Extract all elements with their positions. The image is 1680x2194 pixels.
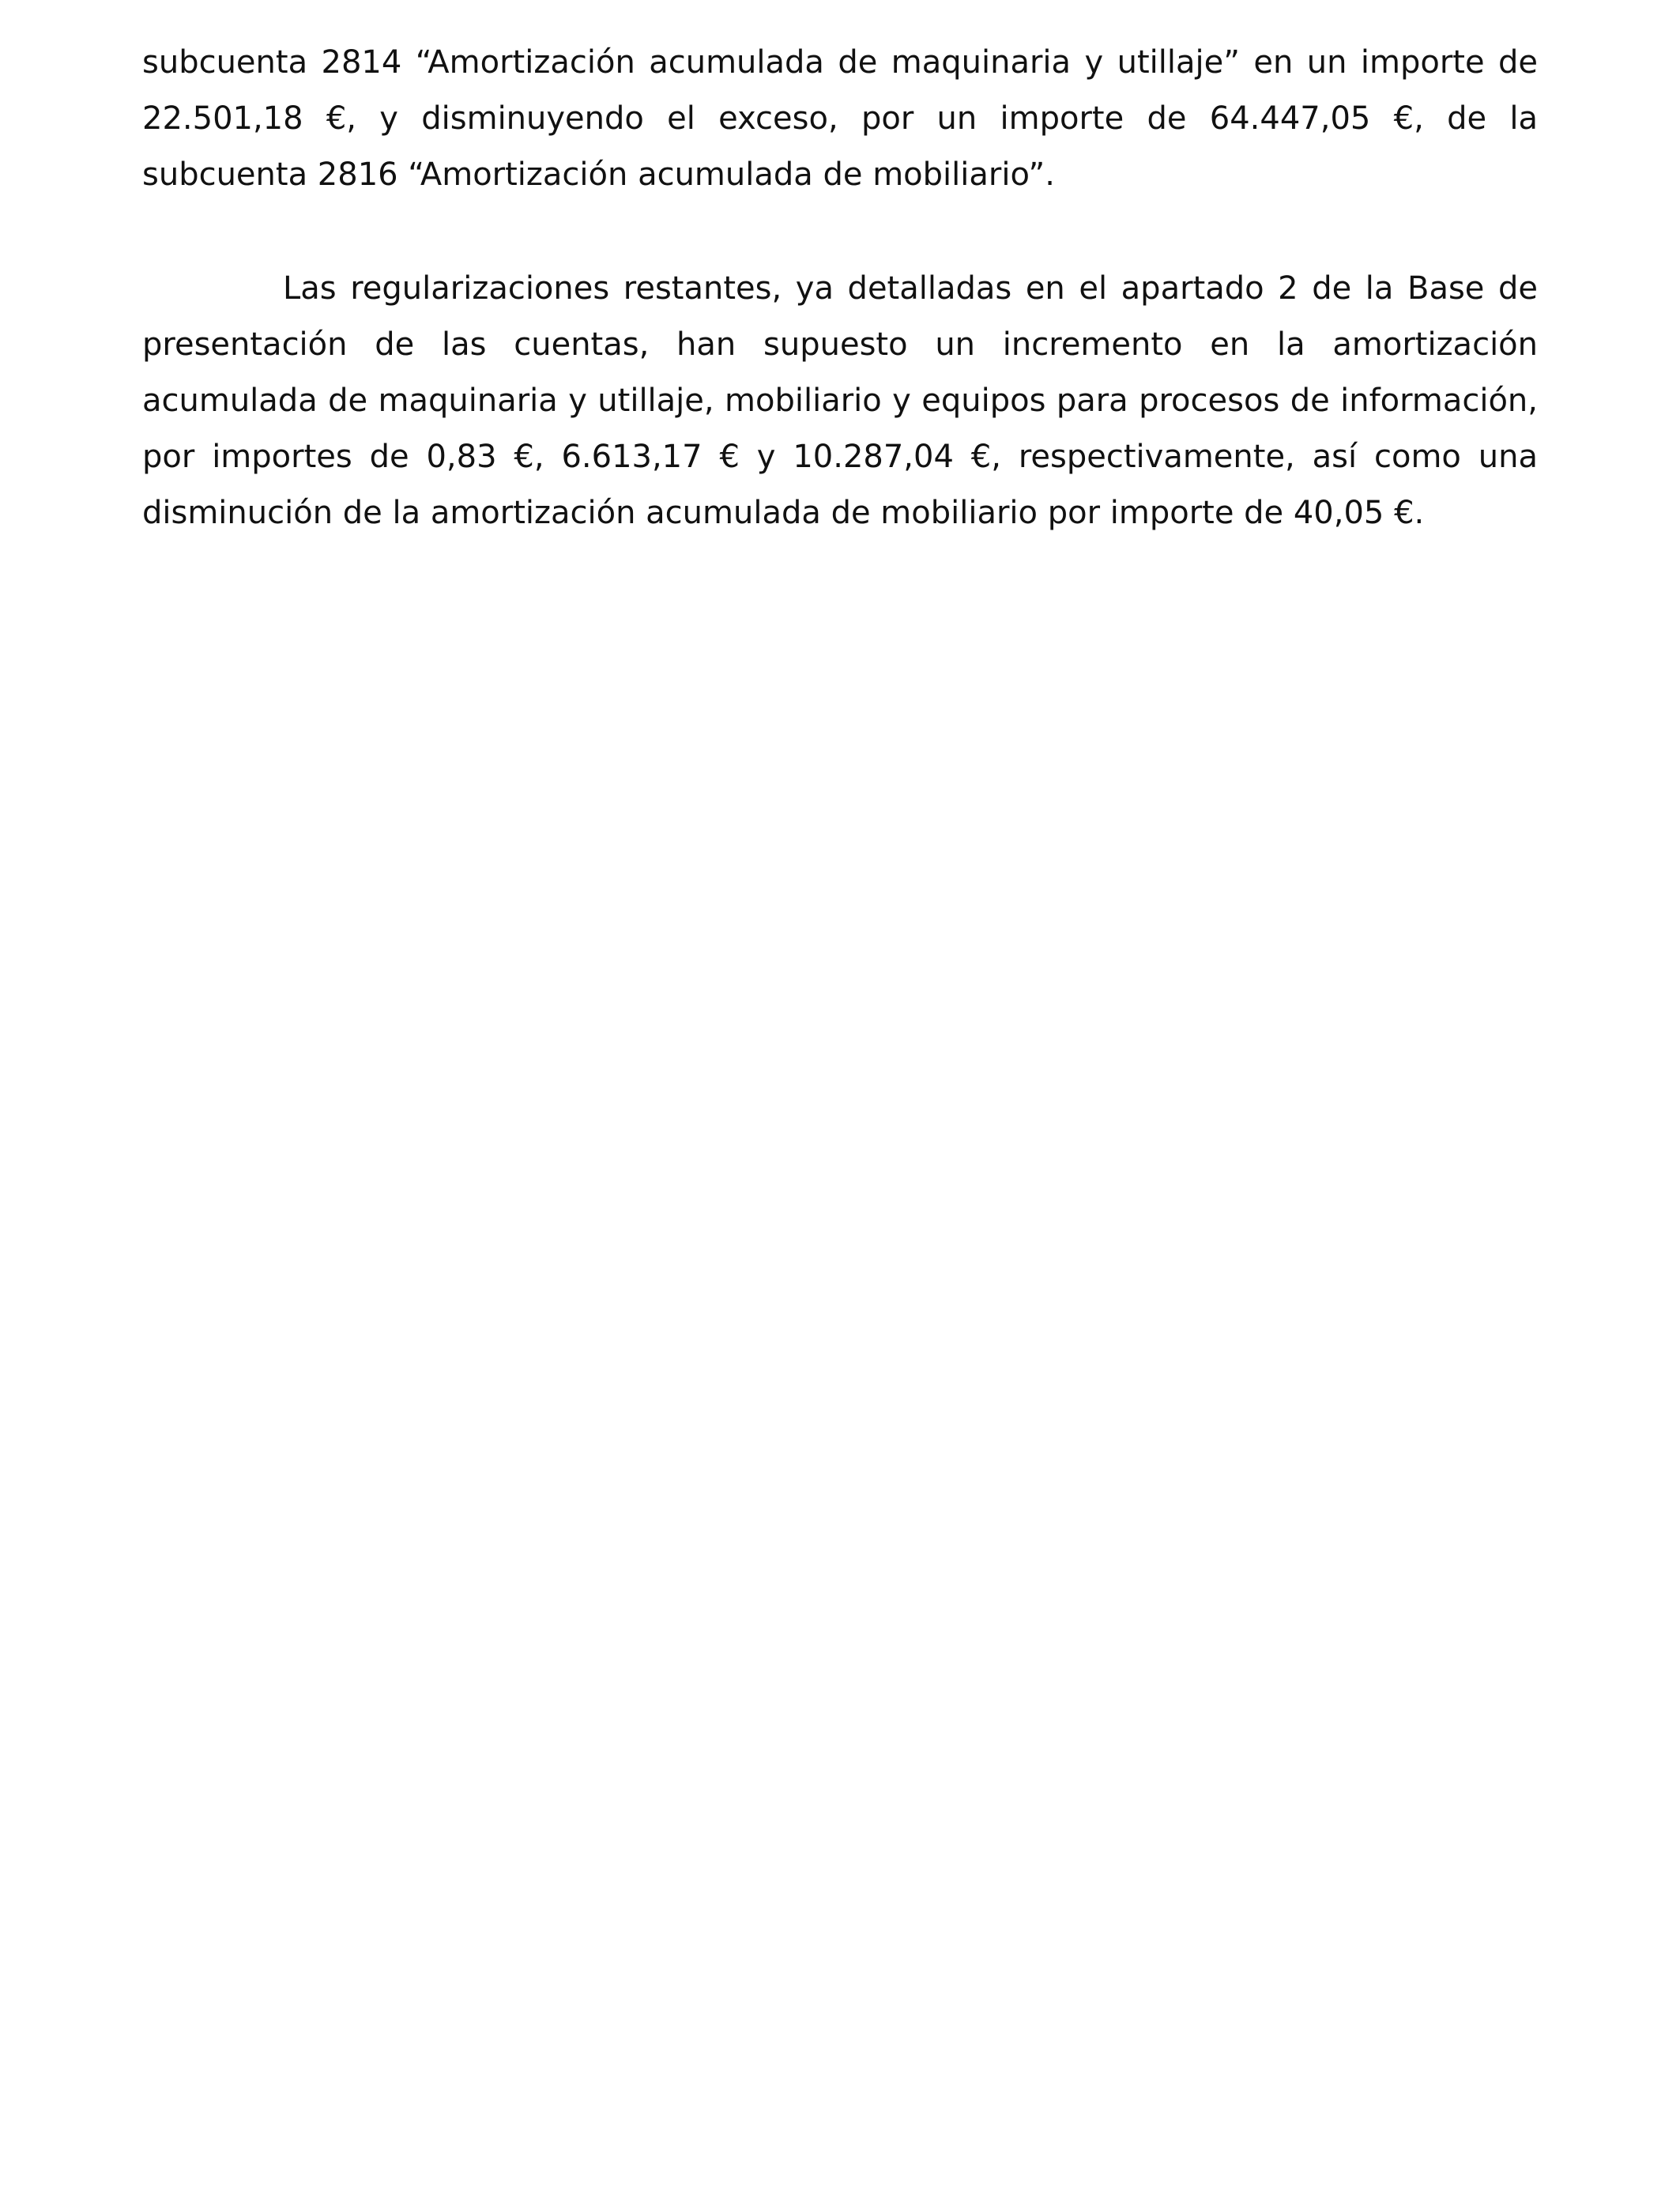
paragraph-remaining-regularizations: Las regularizaciones restantes, ya detalladas en el apartado 2 de la Base de presentación de las cuentas, han supuesto un incremento en la amortización acumulada de maquinaria y utillaje, mobiliario y equipos para procesos de información, por importes de 0,83 €, 6.613,17 € y 10.287,04 €, respectivamente, así como una disminución de la amortización acumulada de mobiliario por importe de 40,05 €. [142, 270, 1538, 531]
paragraph-amortization-adjustment: subcuenta 2814 “Amortización acumulada de maquinaria y utillaje” en un importe de 22.501,18 €, y disminuyendo el exceso, por un importe de 64.447,05 €, de la subcuenta 2816 “Amortización acumulada de mobiliario”. [142, 44, 1538, 193]
